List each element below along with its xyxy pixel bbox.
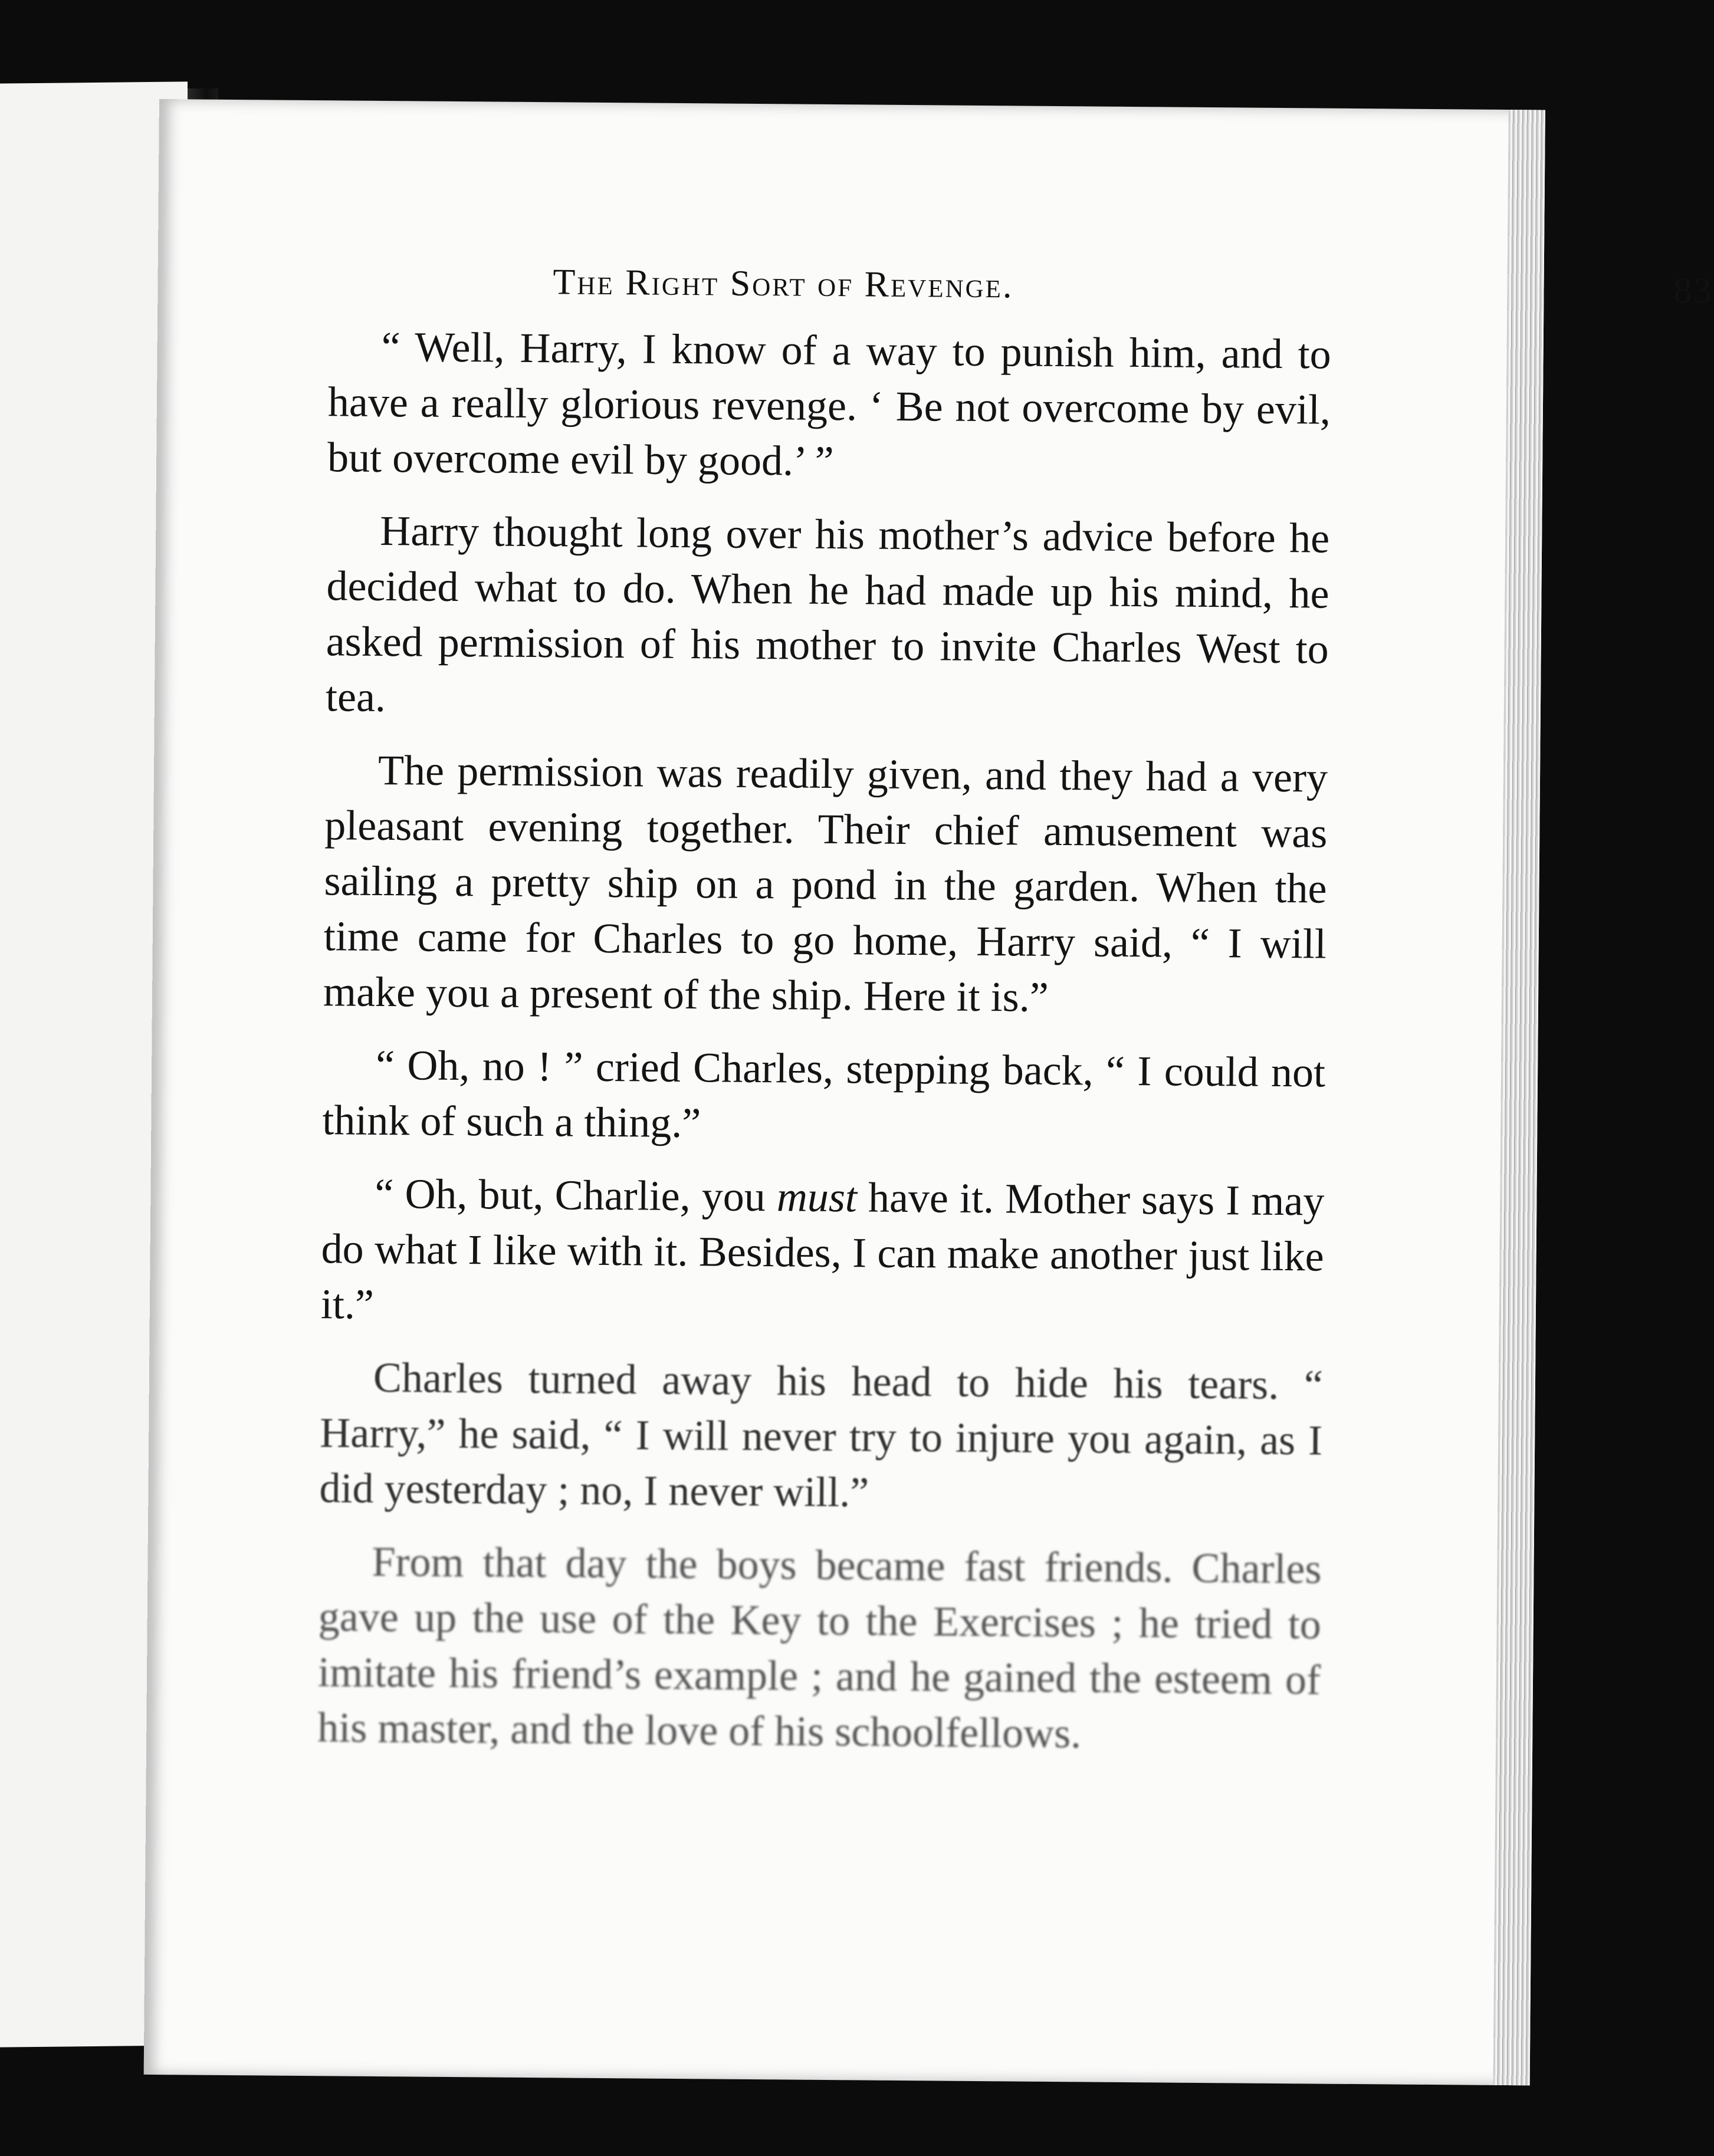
paragraph: “ Well, Harry, I know of a way to punish him, and to have a really glorious revenge. ‘ Be not overcome by evil, but overcome evil by good.’ ” (327, 323, 1331, 485)
body-text (317, 318, 1331, 1780)
paragraph-text: “ Oh, but, Charlie, you (375, 1169, 777, 1221)
paragraph (321, 1165, 1325, 1339)
paragraph: The permission was readily given, and they had a very pleasant evening together. Their chief amusement was sailing a pretty ship on a pond in the garden. When the time came for Charles to go home, Harry said, “ I will make you a present of the ship. Here it is.” (323, 746, 1328, 1021)
paragraph: Harry thought long over his mother’s advice before he decided what to do. When he had made up his mind, he asked permission of his mother to invite Charles West to tea. (325, 507, 1330, 721)
paragraph-text: have it. Mother says I may do what I like with it. Besides, I can make another just like it.” (320, 1174, 1325, 1328)
paragraph: Charles turned away his head to hide his tears. “ Harry,” he said, “ I will never try to injure you again, as I did yesterday ; no, I never will.” (319, 1353, 1324, 1516)
paragraph: From that day the boys became fast friends. Charles gave up the use of the Key to the Exercises ; he tried to imitate his friend’s example ; and he gained the esteem of his master, and the love of his schoolfellows. (317, 1537, 1322, 1757)
right-page (144, 99, 1713, 2085)
page-number: 83 (1673, 271, 1713, 311)
paragraph: “ Oh, no ! ” cried Charles, stepping back, “ I could not think of such a thing.” (322, 1041, 1326, 1147)
running-title: The Right Sort of Revenge. (553, 262, 1014, 306)
page-edge-stack (1493, 110, 1545, 2085)
emphasis-word: must (776, 1173, 858, 1221)
running-head (553, 261, 1713, 311)
